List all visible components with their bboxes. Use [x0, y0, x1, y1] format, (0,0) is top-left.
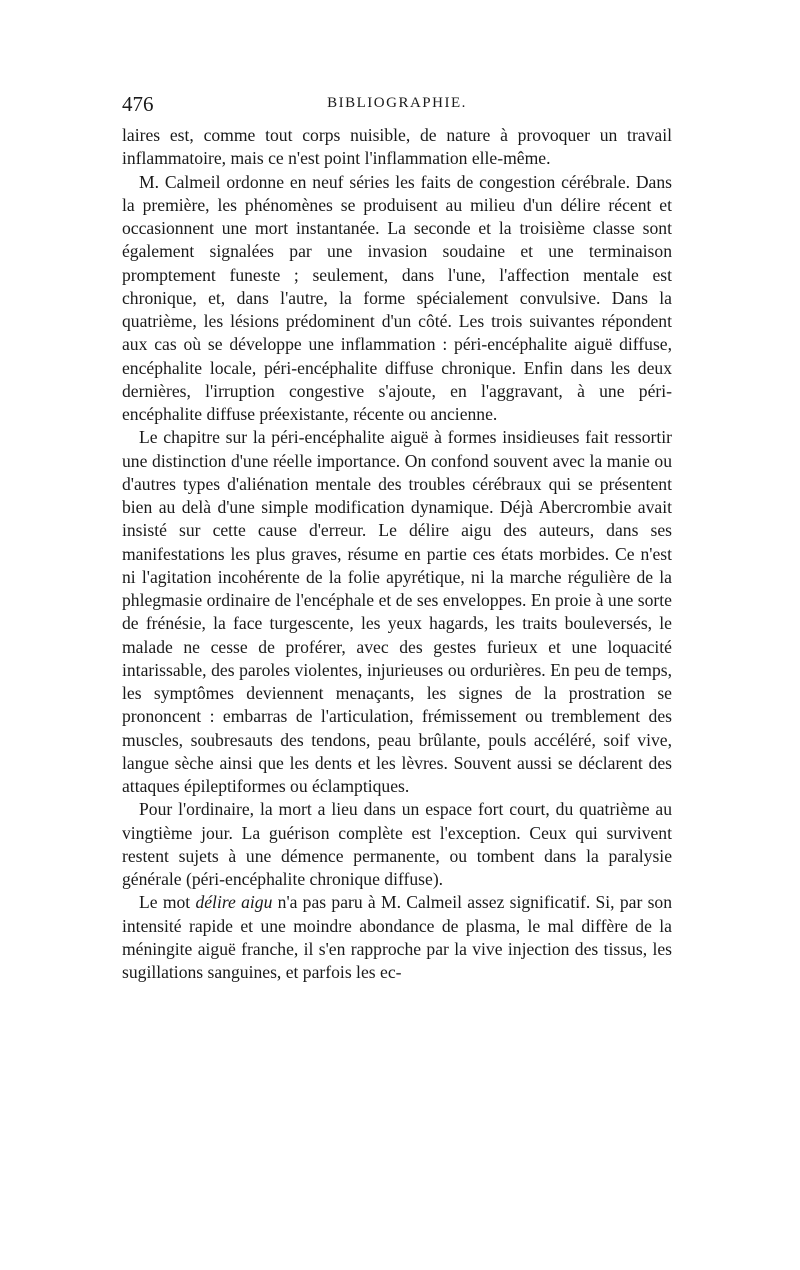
book-page: [122, 92, 672, 984]
paragraph-acute-periencephalitis: Le chapitre sur la péri-encéphalite aiguë à formes insidieuses fait ressortir une distinction d'une réelle importance. On confond souvent avec la manie ou d'autres types d'aliénation mentale des troubles cérébraux qui se présentent bien au delà d'une simple modification dynamique. Déjà Abercrombie avait insisté sur cette cause d'erreur. Le délire aigu des auteurs, dans ses manifestations les plus graves, résume en partie ces états morbides. Ce n'est ni l'agitation incohérente de la folie apyrétique, ni la marche régulière de la phlegmasie ordinaire de l'encéphale et de ses enveloppes. En proie à une sorte de frénésie, la face turgescente, les yeux hagards, les traits bouleversés, le malade ne cesse de proférer, avec des gestes furieux et une loquacité intarissable, des paroles violentes, injurieuses ou ordurières. En peu de temps, les symptômes deviennent menaçants, les signes de la prostration se prononcent : embarras de l'articulation, frémissement ou tremblement des muscles, soubresauts des tendons, peau brûlante, pouls accéléré, soif vive, langue sèche ainsi que les dents et les lèvres. Souvent aussi se déclarent des attaques épileptiformes ou éclamptiques.: [122, 427, 672, 796]
running-header: [122, 92, 672, 122]
paragraph-text-before: Le mot: [139, 892, 196, 913]
page-number: 476: [122, 92, 154, 116]
body-text: [122, 124, 672, 984]
paragraph-text-after: n'a pas paru à M. Calmeil assez significatif. Si, par son intensité rapide et une moindre abondance de plasma, le mal diffère de la méningite aiguë franche, il s'en rapproche par la vive injection des tissus, les sugillations sanguines, et parfois les ec-: [122, 892, 673, 982]
paragraph-continuation: laires est, comme tout corps nuisible, de nature à provoquer un travail inflammatoire, mais ce n'est point l'inflammation elle-même.: [122, 125, 672, 169]
running-title: BIBLIOGRAPHIE.: [327, 95, 467, 111]
paragraph-delire-aigu: [122, 891, 672, 984]
italic-term: délire aigu: [195, 892, 273, 913]
paragraph-congestion-series: M. Calmeil ordonne en neuf séries les faits de congestion cérébrale. Dans la première, les phénomènes se produisent au milieu d'un délire récent et occasionnent une mort instantanée. La seconde et la troisième classe sont également signalées par une invasion soudaine et une terminaison promptement funeste ; seulement, dans l'une, l'affection mentale est chronique, et, dans l'autre, la forme spécialement convulsive. Dans la quatrième, les lésions prédominent d'un côté. Les trois suivantes répondent aux cas où se développe une inflammation : péri-encéphalite aiguë diffuse, encéphalite locale, péri-encéphalite diffuse chronique. Enfin dans les deux dernières, l'irruption congestive s'ajoute, en l'aggravant, à une péri-encéphalite diffuse préexistante, récente ou ancienne.: [122, 171, 672, 424]
paragraph-prognosis: Pour l'ordinaire, la mort a lieu dans un espace fort court, du quatrième au vingtième jour. La guérison complète est l'exception. Ceux qui survivent restent sujets à une démence permanente, ou tombent dans la paralysie générale (péri-encéphalite chronique diffuse).: [122, 799, 672, 889]
